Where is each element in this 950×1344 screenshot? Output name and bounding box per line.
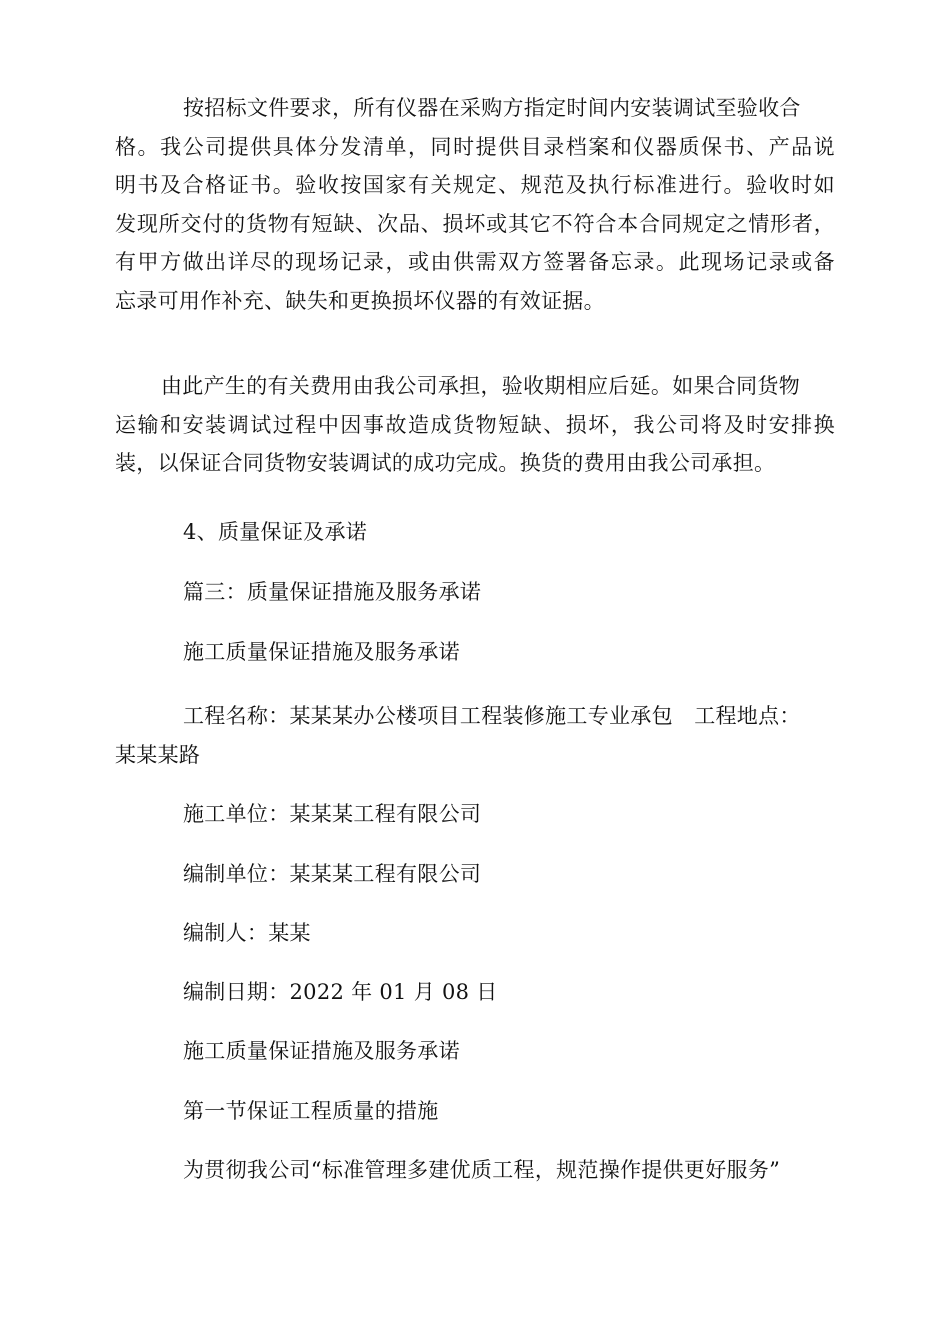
compiling-unit <box>115 855 835 894</box>
text-line: 施工质量保证措施及服务承诺 <box>183 1039 460 1063</box>
text-line: 编制人：某某 <box>183 921 311 945</box>
text-line: 编制日期：2022 年 01 月 08 日 <box>183 980 498 1004</box>
text-line: 由此产生的有关费用由我公司承担，验收期相应后延。如果合同货物 <box>161 374 800 398</box>
section-heading-first <box>115 1092 835 1131</box>
chapter-title <box>115 573 835 612</box>
text-line: 格。我公司提供具体分发清单，同时提供目录档案和仪器质保书、产品说 <box>115 134 835 159</box>
text-line: 有甲方做出详尽的现场记录，或由供需双方签署备忘录。此现场记录或备 <box>115 250 835 274</box>
text-line: 发现所交付的货物有短缺、次品、损坏或其它不符合本合同规定之情形者， <box>115 211 835 236</box>
text-line: 工程名称：某某某办公楼项目工程装修施工专业承包 工程地点： <box>183 704 801 728</box>
text-line: 为贯彻我公司“标准管理多建优质工程，规范操作提供更好服务” <box>183 1158 781 1182</box>
text-line: 施工质量保证措施及服务承诺 <box>183 640 460 664</box>
paragraph-policy <box>115 1151 835 1190</box>
text-line: 第一节保证工程质量的措施 <box>183 1099 439 1123</box>
text-line: 某某某路 <box>115 742 201 767</box>
compiler <box>115 914 835 953</box>
text-line: 编制单位：某某某工程有限公司 <box>183 862 482 886</box>
document-title <box>115 633 835 672</box>
section-heading-quality <box>115 513 835 552</box>
construction-unit <box>115 795 835 834</box>
text-line: 运输和安装调试过程中因事故造成货物短缺、损坏，我公司将及时安排换 <box>115 412 835 437</box>
text-line: 忘录可用作补充、缺失和更换损坏仪器的有效证据。 <box>115 288 605 313</box>
text-line: 篇三：质量保证措施及服务承诺 <box>183 580 482 604</box>
text-line: 施工单位：某某某工程有限公司 <box>183 802 482 826</box>
document-title-repeat <box>115 1032 835 1071</box>
text-line: 明书及合格证书。验收按国家有关规定、规范及执行标准进行。验收时如 <box>115 173 835 197</box>
text-line: 装，以保证合同货物安装调试的成功完成。换货的费用由我公司承担。 <box>115 451 776 475</box>
compile-date <box>115 973 835 1012</box>
paragraph-costs <box>115 367 835 483</box>
text-line: 按招标文件要求，所有仪器在采购方指定时间内安装调试至验收合 <box>183 96 801 120</box>
project-info <box>115 697 835 774</box>
text-line: 4、质量保证及承诺 <box>183 520 368 544</box>
paragraph-acceptance <box>115 89 835 320</box>
